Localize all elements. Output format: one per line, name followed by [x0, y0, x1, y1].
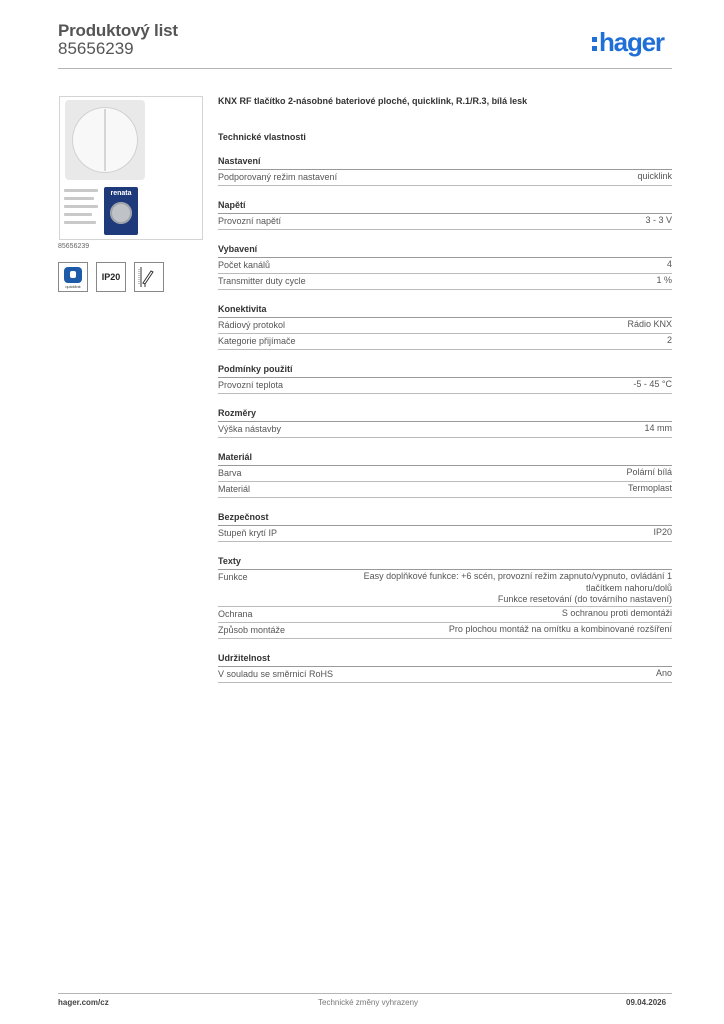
- section-title: Materiál: [218, 452, 672, 466]
- spec-value-line: tlačítkem nahoru/dolů: [585, 582, 672, 593]
- spec-label: Kategorie přijímače: [218, 336, 296, 346]
- tech-properties-heading: Technické vlastnosti: [218, 132, 306, 142]
- spec-value-line: Rádio KNX: [627, 319, 672, 329]
- spec-row: [218, 466, 672, 482]
- spec-label: Stupeň krytí IP: [218, 528, 278, 538]
- footer-disclaimer: Technické změny vyhrazeny: [318, 998, 419, 1007]
- spec-value-line: 14 mm: [644, 423, 672, 433]
- spec-label: Barva: [218, 468, 242, 478]
- spec-value: [667, 259, 672, 271]
- spec-row: [218, 623, 672, 639]
- spec-value-line: 3 - 3 V: [645, 215, 672, 225]
- spec-label: Provozní napětí: [218, 216, 282, 226]
- spec-value-line: 2: [666, 335, 672, 345]
- spec-section: [218, 512, 672, 542]
- spec-row: [218, 570, 672, 607]
- spec-value: [645, 215, 672, 227]
- spec-value: [656, 668, 672, 680]
- spec-section: [218, 156, 672, 186]
- spec-section: [218, 408, 672, 438]
- spec-value: [364, 571, 672, 606]
- spec-row: [218, 482, 672, 498]
- footer-date: 09.04.2026: [626, 998, 667, 1007]
- spec-sections: [218, 156, 672, 683]
- spec-section: [218, 653, 672, 683]
- spec-value: [633, 379, 672, 391]
- battery-brand: renata: [110, 190, 132, 197]
- spec-value-line: Termoplast: [627, 483, 672, 493]
- spec-value: [644, 423, 672, 435]
- spec-value-line: IP20: [653, 527, 672, 537]
- page-title: Produktový list: [58, 21, 178, 40]
- spec-row: [218, 607, 672, 623]
- spec-row: [218, 422, 672, 438]
- spec-label: Funkce: [218, 572, 248, 582]
- spec-label: Transmitter duty cycle: [218, 276, 306, 286]
- quicklink-badge-label: quicklink: [65, 284, 81, 289]
- spec-value: [656, 275, 672, 287]
- spec-label: Počet kanálů: [218, 260, 271, 270]
- spec-row: [218, 214, 672, 230]
- quicklink-icon: [64, 267, 82, 283]
- product-name: KNX RF tlačítko 2-násobné bateriové ploché, quicklink, R.1/R.3, bílá lesk: [218, 96, 528, 106]
- spec-label: Rádiový protokol: [218, 320, 286, 330]
- section-title: Rozměry: [218, 408, 672, 422]
- spec-row: [218, 258, 672, 274]
- section-title: Bezpečnost: [218, 512, 672, 526]
- spec-value: [562, 608, 672, 620]
- spec-row: [218, 334, 672, 350]
- spec-label: Ochrana: [218, 608, 253, 619]
- spec-section: [218, 556, 672, 639]
- section-title: Vybavení: [218, 244, 672, 258]
- spec-row: [218, 274, 672, 290]
- spec-row: [218, 526, 672, 542]
- spec-value: [653, 527, 672, 539]
- spec-value: [628, 483, 672, 495]
- product-image: [59, 96, 203, 240]
- spec-value: [627, 319, 672, 331]
- spec-value-line: Funkce resetování (do továrního nastavení): [497, 594, 672, 604]
- spec-value: [626, 467, 672, 479]
- hager-logo: [592, 27, 664, 57]
- spec-value-line: -5 - 45 °C: [633, 379, 672, 389]
- spec-value-line: 4: [666, 259, 672, 269]
- spec-row: [218, 667, 672, 683]
- logo-text: hager: [599, 26, 664, 57]
- spec-content: [218, 96, 672, 683]
- spec-value-line: quicklink: [637, 171, 672, 181]
- spec-label: V souladu se směrnicí RoHS: [218, 668, 334, 679]
- screws-photo: [64, 187, 100, 231]
- spec-row: [218, 170, 672, 186]
- spec-value-line: 1 %: [656, 275, 672, 285]
- spec-value: [637, 171, 672, 183]
- spec-value-line: S ochranou proti demontáži: [561, 607, 672, 618]
- section-title: Konektivita: [218, 304, 672, 318]
- spec-value: [449, 624, 672, 636]
- section-title: Podmínky použití: [218, 364, 672, 378]
- ip-rating-badge: IP20: [96, 262, 126, 292]
- spec-value: [667, 335, 672, 347]
- header-divider: [58, 68, 672, 69]
- product-code: 85656239: [58, 39, 134, 58]
- spec-value-line: Polární bílá: [626, 467, 672, 477]
- surface-mount-badge: [134, 262, 164, 292]
- spec-value-line: Ano: [655, 667, 672, 678]
- spec-value-line: Easy doplňkové funkce: +6 scén, provozní režim zapnuto/vypnuto, ovládání 1: [363, 571, 672, 581]
- spec-value-line: Pro plochou montáž na omítku a kombinované rozšíření: [448, 623, 672, 634]
- quicklink-badge: [58, 262, 88, 292]
- spec-label: Způsob montáže: [218, 624, 286, 635]
- switch-photo: [65, 100, 145, 180]
- footer-divider: [58, 993, 672, 994]
- section-title: Texty: [218, 556, 672, 570]
- spec-row: [218, 318, 672, 334]
- spec-section: [218, 364, 672, 394]
- coin-cell-icon: [110, 202, 132, 224]
- spec-row: [218, 378, 672, 394]
- spec-label: Materiál: [218, 484, 251, 494]
- spec-label: Podporovaný režim nastavení: [218, 172, 338, 182]
- surface-mount-icon: [135, 263, 163, 291]
- section-title: Napětí: [218, 200, 672, 214]
- spec-section: [218, 244, 672, 290]
- section-title: Nastavení: [218, 156, 672, 170]
- spec-section: [218, 200, 672, 230]
- battery-photo: [104, 187, 138, 235]
- logo-dots-icon: [592, 37, 597, 51]
- section-title: Udržitelnost: [218, 653, 672, 667]
- spec-section: [218, 452, 672, 498]
- footer-website: hager.com/cz: [58, 998, 109, 1007]
- spec-label: Provozní teplota: [218, 380, 284, 390]
- image-caption: 85656239: [58, 243, 90, 250]
- spec-section: [218, 304, 672, 350]
- spec-label: Výška nástavby: [218, 424, 282, 434]
